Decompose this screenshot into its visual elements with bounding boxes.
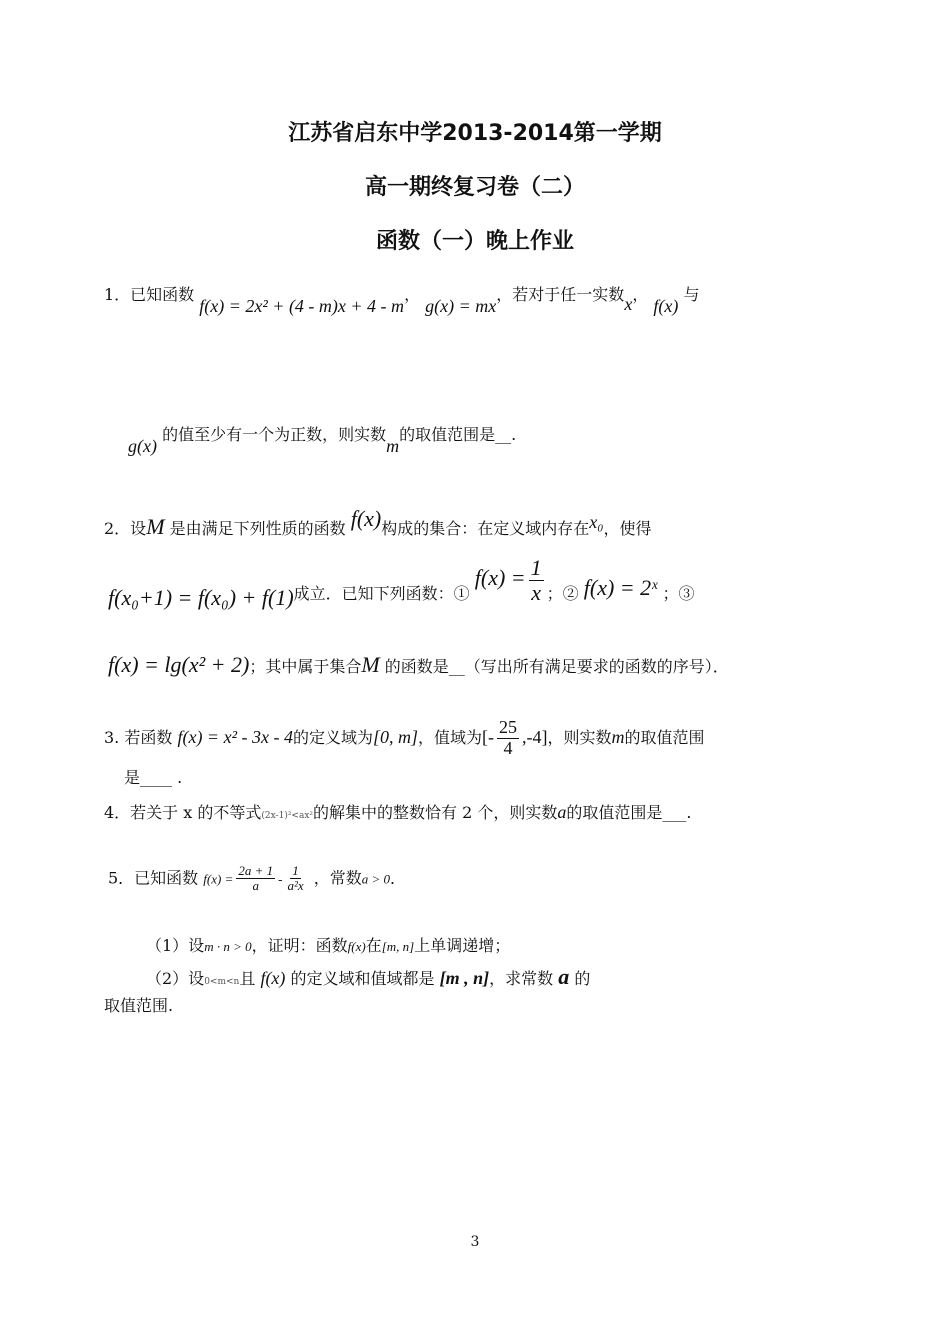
q5-p2-var-a: a: [558, 964, 570, 989]
q3-range-open: [-: [482, 726, 494, 747]
q5-p2-condition: 0<m<n: [204, 977, 240, 987]
q1-text: ，: [632, 285, 649, 304]
q5-text: 的: [574, 969, 591, 988]
fraction-denominator: 4: [503, 737, 513, 758]
q2-set-M: M: [361, 652, 380, 677]
q2-func-2: f(x) = 2ˣ: [583, 575, 658, 601]
q2-fx: f(x): [350, 506, 382, 531]
q1-var-m: m: [386, 436, 400, 456]
q1-fx: f(x): [653, 296, 679, 316]
q2-text: ；③: [662, 584, 695, 604]
q2-text: 构成的集合：在定义域内存在: [381, 519, 590, 538]
q5-text: ．: [390, 868, 407, 888]
q5-fraction-1: [236, 864, 275, 894]
question-3-line-2: [124, 768, 182, 787]
q3-text: ，则实数: [547, 727, 612, 747]
q5-text: 取值范围.: [104, 996, 174, 1015]
title-topic: 函数（一）晚上作业: [375, 229, 574, 254]
q1-gx: g(x): [128, 436, 157, 456]
q5-p1-condition: m · n > 0: [204, 939, 252, 954]
fraction-numerator: 1: [530, 555, 542, 580]
q2-func-1-fraction: [529, 556, 544, 605]
q5-text: ，证明：函数: [251, 936, 348, 955]
question-5-part-1: [146, 936, 510, 955]
page-number: 3: [470, 1234, 480, 1250]
q2-text: ；②: [546, 584, 579, 604]
q5-fraction-2: [285, 864, 305, 894]
q5-f-lhs: f(x) =: [203, 871, 234, 887]
fraction-numerator: 2a + 1: [238, 863, 274, 878]
q3-text: 3. 若函数: [104, 727, 173, 747]
q5-text: 在: [365, 936, 382, 955]
q5-text: 5．已知函数: [108, 868, 199, 888]
q3-function: f(x) = x² - 3x - 4: [177, 726, 293, 747]
question-1-line-1: [104, 284, 700, 316]
q5-text: 上单调递增；: [414, 936, 511, 955]
q1-text: ，若对于任一实数: [496, 285, 625, 304]
q4-var-a: a: [557, 802, 567, 822]
q4-text: 4．若关于 x 的不等式: [104, 803, 262, 822]
fraction-denominator: a²x: [287, 878, 304, 894]
q4-answer-blank: 的取值范围是___.: [566, 803, 692, 822]
q1-f-definition: f(x) = 2x² + (4 - m)x + 4 - m: [199, 296, 405, 316]
q5-text: （2）设: [146, 969, 205, 988]
q2-answer-blank: 的函数是__（写出所有满足要求的函数的序号）．: [384, 657, 729, 676]
question-2-line-2: [108, 555, 695, 619]
title-school: 江苏省启东中学2013-2014第一学期: [288, 121, 662, 146]
question-5-part-2-cont: [104, 996, 173, 1015]
q5-condition: a > 0: [361, 871, 391, 887]
q1-g-definition: g(x) = mx: [425, 296, 497, 316]
fraction-numerator: 1: [292, 863, 299, 878]
q3-range-close: ,-4]: [522, 726, 548, 747]
q2-x0: x₀: [589, 512, 604, 532]
q2-text: 成立．已知下列函数：①: [293, 584, 470, 604]
fraction-numerator: 25: [499, 717, 517, 737]
q1-text: 的值至少有一个为正数，则实数: [162, 425, 387, 444]
question-2-line-3: [108, 652, 729, 678]
q2-text: ；其中属于集合: [249, 657, 362, 676]
q2-set-M: M: [146, 514, 165, 539]
q3-var-m: m: [611, 726, 625, 747]
q5-p2-fx: f(x): [260, 968, 286, 988]
q3-range-fraction: [497, 718, 519, 759]
q1-text: 与: [683, 285, 700, 304]
title-exam: 高一期终复习卷（二）: [364, 175, 585, 200]
q5-p1-fx: f(x): [347, 939, 366, 954]
q2-func-3: f(x) = lg(x² + 2): [108, 652, 250, 677]
q3-text: 的定义域为: [292, 727, 373, 747]
q1-var-x: x: [624, 294, 633, 314]
q5-text: （1）设: [146, 936, 205, 955]
q5-text: ，常数: [313, 868, 362, 888]
q5-text: 的定义域和值域都是: [290, 969, 435, 988]
q1-answer-blank: 的取值范围是__.: [399, 425, 517, 444]
q1-text: 1．已知函数: [104, 285, 195, 304]
q3-domain: [0, m]: [372, 726, 418, 747]
q2-equation: f(x₀+1) = f(x₀) + f(1): [108, 585, 294, 611]
q2-text: ，使得: [603, 519, 652, 538]
q5-minus: -: [278, 871, 283, 887]
question-4-line: [104, 802, 691, 824]
q4-text: 的解集中的整数恰有 2 个，则实数: [313, 803, 558, 822]
q5-p2-interval: [m , n]: [439, 968, 490, 988]
q5-text: ，求常数: [489, 969, 554, 988]
question-3-line-1: [104, 718, 705, 759]
fraction-denominator: x: [531, 580, 542, 606]
question-5-part-2: [146, 964, 590, 990]
q3-answer-blank: 是____ .: [124, 768, 183, 787]
q3-text: ，值域为: [417, 727, 482, 747]
fraction-denominator: a: [252, 878, 259, 894]
question-5-line-1: [108, 864, 406, 894]
q1-comma: ，: [404, 285, 421, 304]
q5-p1-interval: [m, n]: [381, 939, 415, 954]
q2-text: 2．设: [104, 519, 147, 538]
question-1-line-2: [128, 424, 517, 456]
question-2-line-1: [104, 506, 652, 540]
q2-func-1-lhs: f(x) =: [474, 565, 526, 591]
q2-text: 是由满足下列性质的函数: [169, 519, 346, 538]
q5-text: 且: [239, 969, 256, 988]
q4-inequality: (2x-1)²<ax²: [261, 811, 314, 821]
q3-text: 的取值范围: [624, 727, 705, 747]
